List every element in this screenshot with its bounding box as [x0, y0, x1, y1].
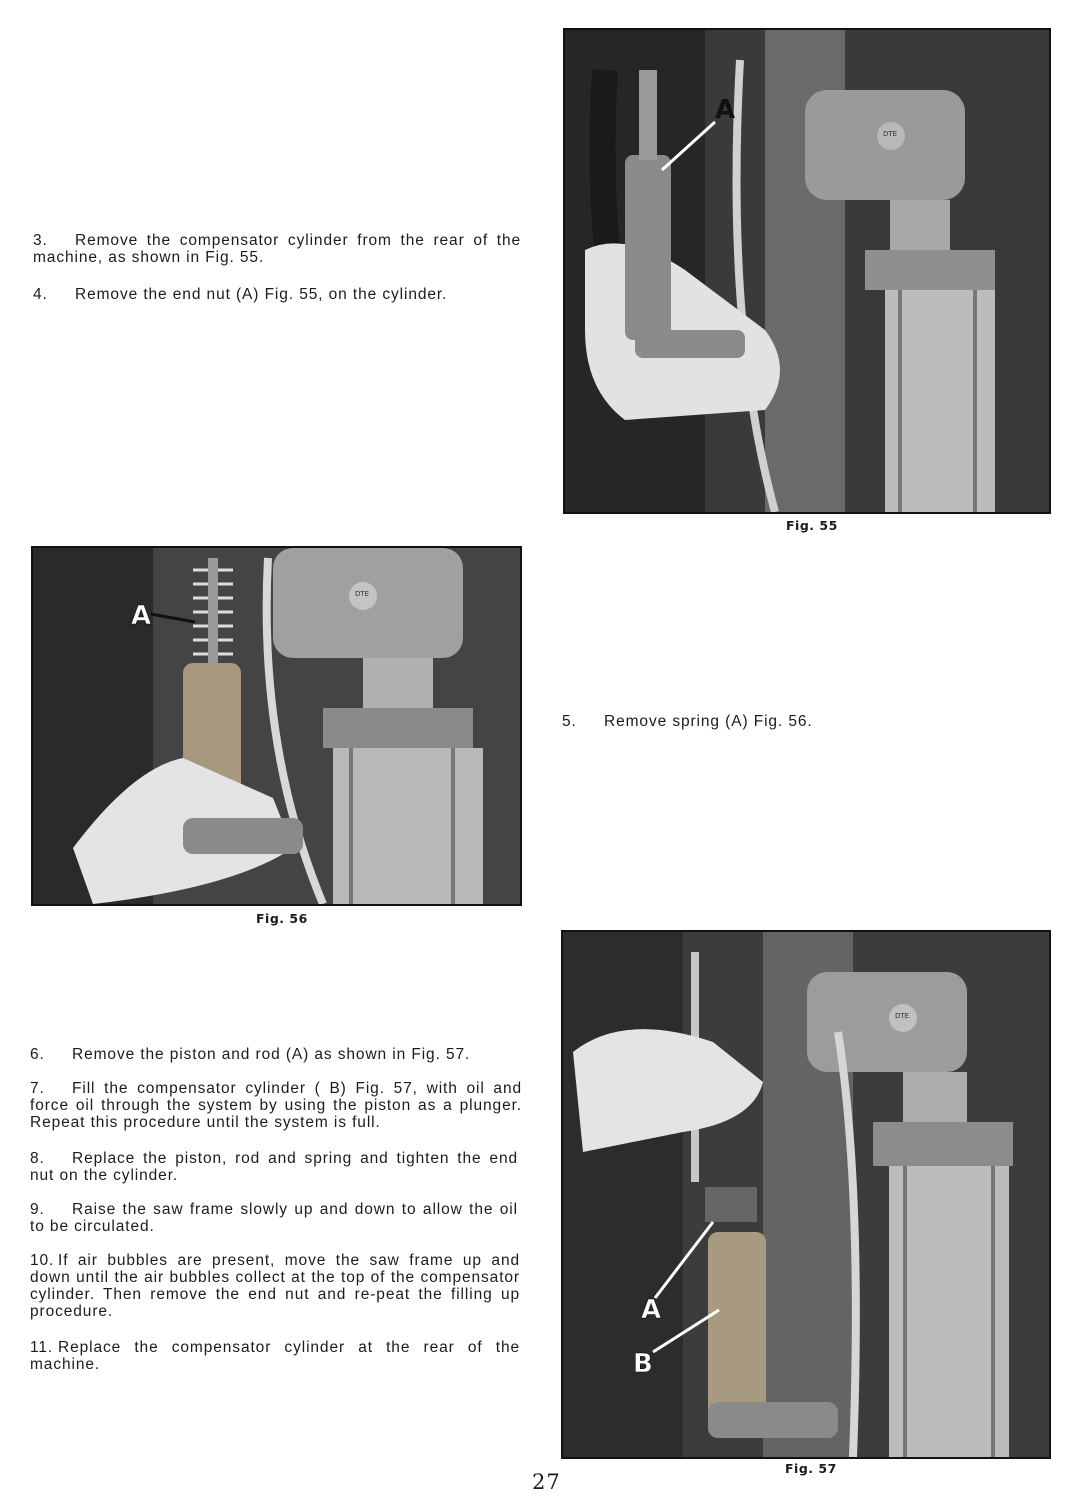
step-10 — [30, 1252, 520, 1320]
figure-57-caption: Fig. 57 — [785, 1461, 837, 1476]
step-number: 9. — [30, 1201, 45, 1218]
step-text: Raise the saw frame slowly up and down to allow the oil to be circulated. — [30, 1201, 518, 1235]
callout-b: B — [633, 1349, 653, 1379]
step-number: 10. — [30, 1252, 55, 1269]
figure-56-caption: Fig. 56 — [256, 911, 308, 926]
oil-plate-label: DTE — [895, 1012, 910, 1020]
step-11 — [30, 1339, 520, 1373]
step-number: 3. — [33, 232, 48, 249]
step-number: 11. — [30, 1339, 54, 1356]
step-text: Remove the end nut (A) Fig. 55, on the cylinder. — [75, 286, 448, 303]
step-text: Remove the compensator cylinder from the rear of the machine, as shown in Fig. 55. — [33, 232, 521, 266]
step-5 — [562, 713, 1032, 730]
callout-a: A — [131, 601, 152, 631]
step-text: Replace the piston, rod and spring and tighten the end nut on the cylinder. — [30, 1150, 518, 1184]
step-text: Replace the compensator cylinder at the rear of the machine. — [30, 1339, 520, 1373]
step-text: Remove spring (A) Fig. 56. — [604, 713, 813, 730]
step-number: 8. — [30, 1150, 45, 1167]
step-text: Remove the piston and rod (A) as shown in Fig. 57. — [72, 1046, 471, 1063]
figure-57-photo — [561, 930, 1051, 1459]
step-3 — [33, 232, 521, 266]
page-number: 27 — [532, 1470, 561, 1494]
step-number: 5. — [562, 713, 577, 730]
step-text: Fill the compensator cylinder ( B) Fig. 57, with oil and force oil through the system by using the piston as a plunger. Repeat this procedure until the system is full. — [30, 1080, 522, 1131]
step-number: 4. — [33, 286, 48, 303]
step-7 — [30, 1080, 522, 1131]
oil-plate-label: DTE — [883, 130, 898, 138]
figure-56-photo — [31, 546, 522, 906]
step-6 — [30, 1046, 518, 1063]
step-8 — [30, 1150, 518, 1184]
step-4 — [33, 286, 533, 303]
step-number: 6. — [30, 1046, 45, 1063]
figure-55-photo — [563, 28, 1051, 514]
step-text: If air bubbles are present, move the saw frame up and down until the air bubbles collect at the top of the compensator cylinder. Then remove the end nut and re-peat the filling up procedure. — [30, 1252, 520, 1320]
step-9 — [30, 1201, 518, 1235]
callout-a: A — [715, 95, 736, 125]
figure-55-caption: Fig. 55 — [786, 518, 838, 533]
callout-a: A — [641, 1295, 662, 1325]
oil-plate-label: DTE — [355, 590, 370, 598]
step-number: 7. — [30, 1080, 45, 1097]
